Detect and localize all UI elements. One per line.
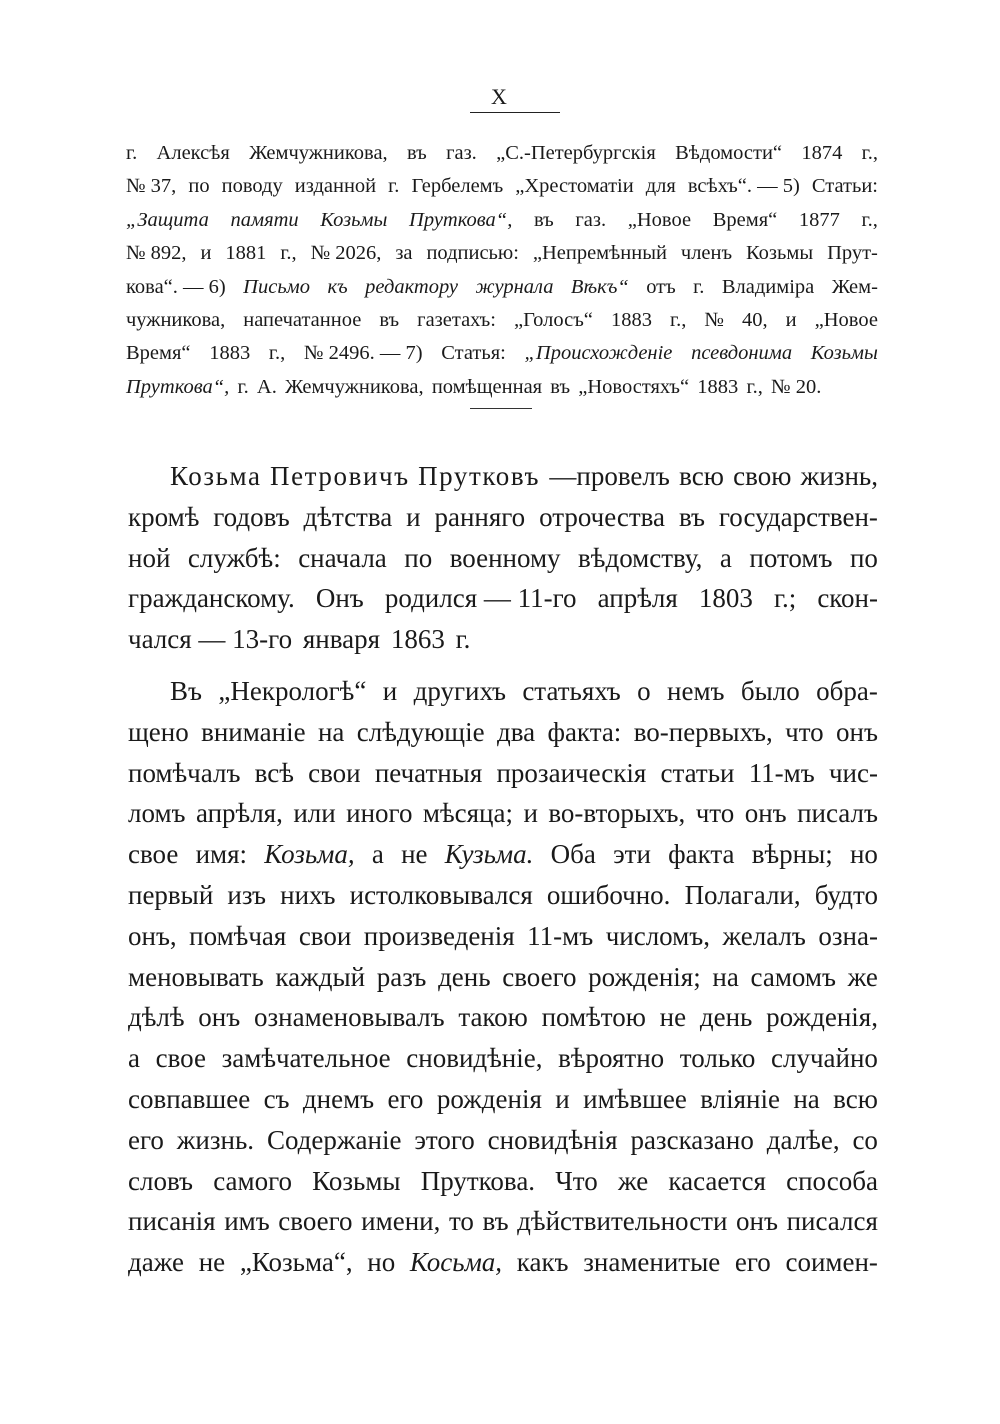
word: онъ, xyxy=(128,920,177,951)
word: на xyxy=(317,716,345,747)
word: или xyxy=(293,798,336,829)
word: Козьма, xyxy=(264,839,355,870)
word: Вѣкъ“ xyxy=(570,275,629,298)
word: самого xyxy=(213,1165,292,1196)
word: жизнь, xyxy=(800,461,878,491)
word: г. xyxy=(693,275,705,298)
word: Пруткова“, xyxy=(126,375,230,398)
word: писалъ xyxy=(797,798,878,829)
word: г., xyxy=(280,242,297,265)
word: помѣчая xyxy=(189,920,287,951)
text-line xyxy=(128,1038,878,1079)
word: 1883 xyxy=(209,342,251,365)
word: № 892, xyxy=(126,242,187,265)
word: Жем- xyxy=(831,275,878,298)
word: „С.-Петербургскія xyxy=(496,142,656,164)
word: рожденія xyxy=(436,1083,542,1114)
word: сначала xyxy=(298,542,387,573)
word: Въ xyxy=(170,675,202,706)
word: псевдонима xyxy=(691,342,793,365)
word: всю xyxy=(833,1083,878,1114)
word: ной xyxy=(128,542,171,573)
word: онъ xyxy=(198,1002,241,1033)
word: г. xyxy=(126,142,138,164)
paragraph-1 xyxy=(128,456,878,660)
word: ознаменовывалъ xyxy=(253,1002,445,1033)
word: 1883 xyxy=(610,309,652,332)
word: скон- xyxy=(817,583,878,614)
word: по xyxy=(188,175,210,198)
word: то xyxy=(448,1206,474,1237)
word: газетахъ: xyxy=(417,309,496,332)
word: Статья: xyxy=(441,342,506,365)
word: годовъ xyxy=(213,501,290,532)
main-text xyxy=(128,456,878,1283)
word: ошибочно. xyxy=(546,879,671,910)
word: свою xyxy=(733,461,792,491)
word: что xyxy=(785,716,824,747)
word: онъ xyxy=(744,798,787,829)
word: Козьмы xyxy=(312,1165,401,1196)
word: произведенія xyxy=(363,920,515,951)
word: имени, xyxy=(361,1206,441,1237)
word: дѣлѣ xyxy=(128,1002,185,1033)
word: г., xyxy=(861,142,878,164)
word: военному xyxy=(449,542,561,573)
word: прозаическія xyxy=(496,757,647,788)
word: день xyxy=(699,1002,753,1033)
word: днемъ xyxy=(302,1083,375,1114)
word: 1863 xyxy=(390,624,445,655)
word: Гербелемъ xyxy=(411,175,504,198)
footnote xyxy=(126,137,878,404)
word: Письмо xyxy=(243,275,310,298)
word: въ xyxy=(550,375,571,398)
word: замѣчательное xyxy=(221,1043,391,1074)
text-line xyxy=(128,1161,878,1202)
text-line xyxy=(126,371,878,404)
text-line xyxy=(126,170,878,203)
word: А. xyxy=(256,375,277,398)
word: помѣтою xyxy=(541,1002,646,1033)
word: жизнь. xyxy=(176,1124,255,1155)
word: 1803 xyxy=(698,583,753,614)
word: немъ xyxy=(667,675,725,706)
word: и xyxy=(382,675,398,706)
word: меновывать xyxy=(128,961,264,992)
word: и xyxy=(785,309,797,332)
word: случайно xyxy=(771,1043,878,1074)
word: поводу xyxy=(221,175,283,198)
word: а xyxy=(128,1043,140,1074)
text-line xyxy=(128,671,878,712)
word: „Новое xyxy=(814,309,878,332)
word: № xyxy=(704,309,724,332)
word: всѣхъ“. — 5) xyxy=(687,175,800,198)
word: Владиміра xyxy=(721,275,815,298)
word: потомъ xyxy=(749,542,833,573)
word: Прут- xyxy=(827,242,878,265)
word: вниманіе xyxy=(201,716,306,747)
word: „Новостяхъ“ xyxy=(578,375,690,398)
word: статьи xyxy=(660,757,735,788)
text-line xyxy=(126,137,878,170)
text-line xyxy=(128,578,878,619)
word: онъ xyxy=(736,1206,778,1237)
word: № 37, xyxy=(126,175,177,198)
text-line xyxy=(128,793,878,834)
text-line xyxy=(126,237,878,270)
section-separator xyxy=(470,408,532,409)
word: кова“. — 6) xyxy=(126,275,226,298)
word: въ xyxy=(482,1206,509,1237)
word: 1881 xyxy=(225,242,267,265)
word: помѣчалъ xyxy=(128,757,241,788)
text-line xyxy=(128,1079,878,1120)
word: „Защита xyxy=(126,208,209,231)
word: числомъ, xyxy=(605,920,710,951)
word: нихъ xyxy=(280,879,336,910)
word: № 20. xyxy=(771,375,822,398)
word: ранняго xyxy=(434,501,526,532)
word: января xyxy=(302,624,381,655)
word: Козьма Петровичъ Прутковъ xyxy=(170,461,541,491)
word: Онъ xyxy=(315,583,364,614)
text-line xyxy=(128,997,878,1038)
word: было xyxy=(740,675,800,706)
word: совпавшее xyxy=(128,1083,251,1114)
word: г., xyxy=(268,342,286,365)
word: со xyxy=(852,1124,878,1155)
word: каждый xyxy=(275,961,366,992)
word: а xyxy=(719,542,732,573)
word: его xyxy=(387,1083,424,1114)
word: своего xyxy=(502,961,577,992)
word: —провелъ xyxy=(549,461,670,491)
word: и xyxy=(555,1083,570,1114)
word: къ xyxy=(327,275,348,298)
text-line xyxy=(128,497,878,538)
word: Косьма, xyxy=(409,1247,503,1278)
word: въ xyxy=(533,208,554,231)
word: его xyxy=(734,1247,771,1278)
word: щено xyxy=(128,716,189,747)
word: же xyxy=(847,961,878,992)
word: имъ xyxy=(224,1206,270,1237)
word: только xyxy=(679,1043,756,1074)
word: эти xyxy=(613,839,651,870)
word: факта: xyxy=(547,716,622,747)
text-line xyxy=(128,1120,878,1161)
word: свои xyxy=(308,757,361,788)
word: имѣвшее xyxy=(583,1083,687,1114)
text-line xyxy=(128,538,878,579)
word: Вѣдомости“ xyxy=(675,142,783,164)
word: далѣе, xyxy=(766,1124,840,1155)
word: „Хрестоматіи xyxy=(515,175,634,198)
word: озна- xyxy=(818,920,878,951)
word: два xyxy=(496,716,536,747)
word: писанія xyxy=(128,1206,216,1237)
word: и xyxy=(200,242,212,265)
word: разсказано xyxy=(630,1124,754,1155)
word: самомъ xyxy=(750,961,836,992)
word: факта xyxy=(668,839,735,870)
word: журнала xyxy=(475,275,554,298)
word: дѣтства xyxy=(303,501,393,532)
word: всю xyxy=(679,461,724,491)
word: вліяніе xyxy=(700,1083,780,1114)
word: съ xyxy=(263,1083,290,1114)
word: словъ xyxy=(128,1165,193,1196)
word: но xyxy=(849,839,878,870)
word: рожденія, xyxy=(766,1002,878,1033)
word: первый xyxy=(128,879,214,910)
word: государствен- xyxy=(718,501,878,532)
word: что xyxy=(695,798,735,829)
word: помѣщенная xyxy=(431,375,543,398)
word: не xyxy=(401,839,428,870)
word: вѣдомству, xyxy=(578,542,703,573)
word: но xyxy=(367,1247,396,1278)
word: напечатанное xyxy=(243,309,362,332)
word: сновидѣнія xyxy=(487,1124,618,1155)
word: изданной xyxy=(294,175,377,198)
text-line xyxy=(128,1242,878,1283)
word: Козьмы xyxy=(746,242,814,265)
word: апрѣля xyxy=(597,583,678,614)
word: 1883 xyxy=(697,375,739,398)
word: ломъ xyxy=(128,798,186,829)
word: г., xyxy=(669,309,687,332)
word: имя: xyxy=(195,839,248,870)
word: членъ xyxy=(680,242,733,265)
word: способа xyxy=(786,1165,878,1196)
word: „Непремѣнный xyxy=(532,242,667,265)
word: Оба xyxy=(550,839,596,870)
word: службѣ: xyxy=(187,542,281,573)
word: Время“ xyxy=(712,208,778,231)
word: „Новое xyxy=(627,208,692,231)
word: по xyxy=(404,542,433,573)
word: 11-мъ xyxy=(748,757,815,788)
word: свое xyxy=(128,839,179,870)
text-line xyxy=(126,204,878,237)
word: во-вторыхъ, xyxy=(548,798,686,829)
word: Пруткова“, xyxy=(409,208,513,231)
word: онъ xyxy=(836,716,878,747)
word: слѣдующіе xyxy=(356,716,485,747)
word: въ xyxy=(406,142,427,164)
word: для xyxy=(645,175,676,198)
word: 11-мъ xyxy=(527,920,594,951)
word: и xyxy=(523,798,538,829)
word: „Некрологѣ“ xyxy=(218,675,367,706)
word: печатныя xyxy=(374,757,483,788)
text-line xyxy=(128,875,878,916)
word: 40, xyxy=(741,309,768,332)
word: г.; xyxy=(773,583,797,614)
word: его xyxy=(128,1124,164,1155)
page-number: X xyxy=(491,84,509,109)
word: 1874 xyxy=(801,142,843,164)
word: г., xyxy=(746,375,763,398)
word: знаменитые xyxy=(583,1247,721,1278)
word: № 2026, xyxy=(310,242,382,265)
word: не xyxy=(659,1002,687,1033)
word: № 2496. — 7) xyxy=(303,342,423,365)
word: Время“ xyxy=(126,342,191,365)
word: по xyxy=(849,542,878,573)
word: а xyxy=(371,839,384,870)
word: такою xyxy=(458,1002,528,1033)
word: 1877 xyxy=(798,208,840,231)
text-line xyxy=(126,337,878,370)
word: на xyxy=(712,961,739,992)
text-line xyxy=(128,834,878,875)
text-line xyxy=(128,957,878,998)
word: г. xyxy=(455,624,471,655)
word: Козьмы xyxy=(810,342,878,365)
word: соимен- xyxy=(785,1247,878,1278)
word: касается xyxy=(668,1165,766,1196)
word: вѣрны; xyxy=(751,839,833,870)
word: Статьи: xyxy=(811,175,878,198)
word: Алексѣя xyxy=(156,142,230,164)
word: писался xyxy=(786,1206,878,1237)
word: въ xyxy=(678,501,705,532)
word: мѣсяца; xyxy=(422,798,513,829)
word: свое xyxy=(155,1043,206,1074)
word: Жемчужникова, xyxy=(285,375,424,398)
text-line xyxy=(128,1201,878,1242)
word: и xyxy=(406,501,421,532)
word: дѣйствительности xyxy=(517,1206,728,1237)
word: этого xyxy=(414,1124,475,1155)
word: г. xyxy=(388,175,400,198)
word: газ. xyxy=(446,142,477,164)
word: вѣроятно xyxy=(558,1043,665,1074)
word: даже xyxy=(128,1247,185,1278)
text-line xyxy=(128,753,878,794)
word: разъ xyxy=(376,961,427,992)
word: другихъ xyxy=(413,675,506,706)
text-line xyxy=(128,712,878,753)
word: гражданскому. xyxy=(128,583,295,614)
word: „Голосъ“ xyxy=(513,309,593,332)
word: обра- xyxy=(816,675,878,706)
word: о xyxy=(637,675,651,706)
word: апрѣля, xyxy=(195,798,283,829)
text-line xyxy=(128,456,878,497)
text-line xyxy=(128,916,878,957)
word: редактору xyxy=(365,275,459,298)
word: Содержаніе xyxy=(266,1124,402,1155)
word: родился — 11-го xyxy=(384,583,577,614)
word: чис- xyxy=(828,757,878,788)
word: за xyxy=(395,242,413,265)
word: газ. xyxy=(575,208,607,231)
word: отъ xyxy=(646,275,676,298)
word: статьяхъ xyxy=(522,675,621,706)
page-number-rule xyxy=(470,112,560,113)
word: рожденія; xyxy=(588,961,701,992)
word: въ xyxy=(379,309,400,332)
word: „Козьма“, xyxy=(239,1247,353,1278)
word: Жемчужникова, xyxy=(249,142,388,164)
word: день xyxy=(438,961,491,992)
word: изъ xyxy=(227,879,267,910)
word: Что xyxy=(555,1165,598,1196)
word: чался — 13-го xyxy=(128,624,293,655)
word: кромѣ xyxy=(128,501,200,532)
word: „Происхожденіе xyxy=(524,342,673,365)
word: на xyxy=(793,1083,820,1114)
word: какъ xyxy=(516,1247,569,1278)
word: чужникова, xyxy=(126,309,226,332)
word: истолковывался xyxy=(349,879,533,910)
word: не xyxy=(198,1247,226,1278)
word: всѣ xyxy=(254,757,294,788)
word: г. xyxy=(237,375,249,398)
word: свои xyxy=(298,920,352,951)
word: Пруткова. xyxy=(420,1165,536,1196)
word: будто xyxy=(814,879,878,910)
word: Кузьма. xyxy=(444,839,534,870)
text-line xyxy=(128,619,878,660)
word: во-первыхъ, xyxy=(633,716,773,747)
text-line xyxy=(126,271,878,304)
word: же xyxy=(617,1165,649,1196)
word: своего xyxy=(278,1206,353,1237)
word: желалъ xyxy=(722,920,806,951)
text-line xyxy=(126,304,878,337)
word: отрочества xyxy=(539,501,666,532)
word: памяти xyxy=(230,208,299,231)
word: г., xyxy=(861,208,878,231)
word: подписью: xyxy=(426,242,519,265)
word: сновидѣніе, xyxy=(406,1043,543,1074)
word: Полагали, xyxy=(684,879,801,910)
word: Козьмы xyxy=(320,208,388,231)
word: иного xyxy=(346,798,413,829)
paragraph-2 xyxy=(128,671,878,1283)
